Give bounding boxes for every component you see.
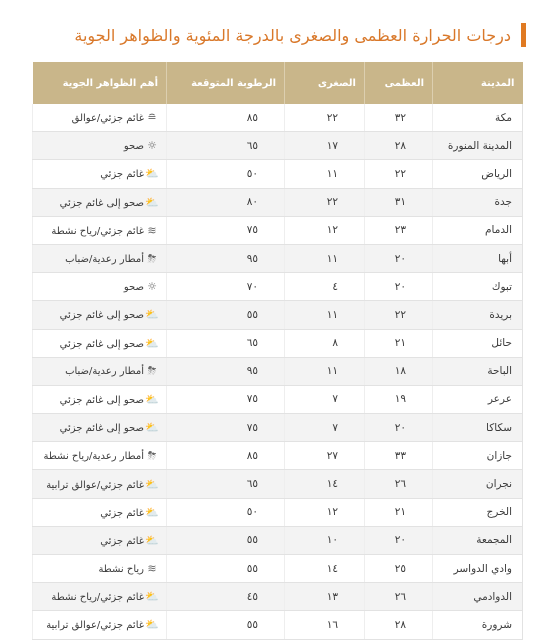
condition-cell	[33, 583, 167, 611]
table-row	[33, 329, 523, 357]
table-row	[33, 273, 523, 301]
city-cell: الدوادمي	[433, 583, 523, 611]
condition-cell	[33, 329, 167, 357]
condition-text: صحو إلى غائم جزئي	[59, 423, 144, 435]
condition-text: صحو إلى غائم جزئي	[59, 197, 144, 209]
title-accent-bar	[521, 23, 526, 47]
max-temp-cell: ٢٣	[365, 216, 433, 244]
partly-cloudy-icon: ⛅	[145, 336, 159, 350]
min-temp-cell: ١٢	[285, 216, 365, 244]
city-cell: الباحة	[433, 357, 523, 385]
max-temp-cell: ٢٠	[365, 526, 433, 554]
max-temp-cell: ٢١	[365, 329, 433, 357]
condition-text: صحو إلى غائم جزئي	[59, 394, 144, 406]
humidity-cell: ٨٥	[167, 104, 285, 132]
min-temp-cell: ١١	[285, 160, 365, 188]
condition-text: غائم جزئي/عوالق ترابية	[46, 620, 144, 632]
city-cell: بريدة	[433, 301, 523, 329]
table-row	[33, 301, 523, 329]
partly-cloudy-icon: ⛅	[145, 167, 159, 181]
min-temp-cell: ١١	[285, 244, 365, 272]
max-temp-cell: ٣١	[365, 188, 433, 216]
humidity-cell: ٧٠	[167, 273, 285, 301]
table-row	[33, 385, 523, 413]
condition-text: غائم جزئي	[100, 169, 144, 181]
condition-text: غائم جزئي/رياح نشطة	[51, 225, 144, 237]
table-row	[33, 357, 523, 385]
table-row	[33, 470, 523, 498]
max-temp-cell: ٣٣	[365, 442, 433, 470]
table-row	[33, 160, 523, 188]
city-cell: أبها	[433, 244, 523, 272]
humidity-cell: ٤٥	[167, 583, 285, 611]
page-title: درجات الحرارة العظمى والصغرى بالدرجة المئوية والظواهر الجوية	[74, 25, 511, 45]
partly-cloudy-icon: ⛅	[145, 590, 159, 604]
table-row	[33, 583, 523, 611]
min-temp-cell: ١٦	[285, 611, 365, 639]
wind-icon: ≋	[147, 562, 157, 576]
partly-cloudy-icon: ⛅	[145, 392, 159, 406]
humidity-cell: ٩٥	[167, 357, 285, 385]
condition-text: صحو إلى غائم جزئي	[59, 338, 144, 350]
condition-cell	[33, 273, 167, 301]
max-temp-cell: ٢٦	[365, 470, 433, 498]
city-cell: الرياض	[433, 160, 523, 188]
haze-icon: ≘	[147, 111, 157, 125]
city-cell: الدمام	[433, 216, 523, 244]
condition-text: غائم جزئي/عوالق ترابية	[46, 479, 144, 491]
humidity-cell: ٧٥	[167, 216, 285, 244]
min-temp-cell: ١٠	[285, 526, 365, 554]
humidity-cell: ٥٥	[167, 301, 285, 329]
min-temp-cell: ٢٢	[285, 104, 365, 132]
humidity-cell: ٦٥	[167, 470, 285, 498]
sun-icon: ☼	[147, 280, 157, 294]
condition-cell	[33, 357, 167, 385]
max-temp-cell: ٣٢	[365, 104, 433, 132]
wind-icon: ≋	[147, 223, 157, 237]
title-row	[18, 22, 526, 48]
max-temp-cell: ٢٠	[365, 244, 433, 272]
max-temp-cell: ٢٦	[365, 583, 433, 611]
table-row	[33, 414, 523, 442]
humidity-cell: ٥٥	[167, 611, 285, 639]
header-min: الصغرى	[285, 62, 365, 104]
min-temp-cell: ٧	[285, 414, 365, 442]
condition-cell	[33, 470, 167, 498]
city-cell: عرعر	[433, 385, 523, 413]
weather-table	[32, 62, 523, 640]
min-temp-cell: ١٢	[285, 498, 365, 526]
table-row	[33, 526, 523, 554]
humidity-cell: ٧٥	[167, 414, 285, 442]
city-cell: المجمعة	[433, 526, 523, 554]
condition-cell	[33, 301, 167, 329]
thunder-rain-icon: ⛈	[147, 448, 157, 462]
condition-cell	[33, 188, 167, 216]
table-row	[33, 555, 523, 583]
city-cell: سكاكا	[433, 414, 523, 442]
condition-text: صحو	[123, 282, 144, 294]
condition-text: صحو إلى غائم جزئي	[59, 310, 144, 322]
condition-text: أمطار رعدية/رياح نشطة	[43, 450, 144, 462]
partly-cloudy-icon: ⛅	[145, 533, 159, 547]
city-cell: الخرج	[433, 498, 523, 526]
city-cell: شرورة	[433, 611, 523, 639]
min-temp-cell: ١٤	[285, 555, 365, 583]
condition-cell	[33, 526, 167, 554]
humidity-cell: ٨٠	[167, 188, 285, 216]
table-row	[33, 188, 523, 216]
condition-cell	[33, 498, 167, 526]
table-row	[33, 442, 523, 470]
humidity-cell: ٦٥	[167, 329, 285, 357]
partly-cloudy-icon: ⛅	[145, 195, 159, 209]
min-temp-cell: ٢٧	[285, 442, 365, 470]
condition-cell	[33, 104, 167, 132]
table-row	[33, 611, 523, 639]
city-cell: تبوك	[433, 273, 523, 301]
condition-cell	[33, 160, 167, 188]
header-humidity: الرطوبة المتوقعة	[167, 62, 285, 104]
min-temp-cell: ١١	[285, 357, 365, 385]
condition-text: غائم جزئي/رياح نشطة	[51, 592, 144, 604]
max-temp-cell: ٢٢	[365, 160, 433, 188]
humidity-cell: ٩٥	[167, 244, 285, 272]
condition-cell	[33, 244, 167, 272]
thunder-rain-icon: ⛈	[147, 251, 157, 265]
humidity-cell: ٥٥	[167, 555, 285, 583]
city-cell: جازان	[433, 442, 523, 470]
city-cell: مكة	[433, 104, 523, 132]
max-temp-cell: ١٨	[365, 357, 433, 385]
condition-text: أمطار رعدية/ضباب	[65, 366, 144, 378]
condition-text: صحو	[123, 141, 144, 153]
header-condition: أهم الظواهر الجوية	[33, 62, 167, 104]
condition-cell	[33, 555, 167, 583]
min-temp-cell: ٨	[285, 329, 365, 357]
table-header-row	[33, 62, 523, 104]
max-temp-cell: ٢٨	[365, 132, 433, 160]
condition-text: أمطار رعدية/ضباب	[65, 253, 144, 265]
humidity-cell: ٥٠	[167, 498, 285, 526]
condition-cell	[33, 132, 167, 160]
partly-cloudy-icon: ⛅	[145, 618, 159, 632]
table-row	[33, 216, 523, 244]
condition-text: غائم جزئي/عوالق	[71, 113, 144, 125]
min-temp-cell: ١١	[285, 301, 365, 329]
table-body	[33, 104, 523, 639]
condition-cell	[33, 216, 167, 244]
humidity-cell: ٨٥	[167, 442, 285, 470]
max-temp-cell: ١٩	[365, 385, 433, 413]
humidity-cell: ٦٥	[167, 132, 285, 160]
max-temp-cell: ٢٠	[365, 414, 433, 442]
condition-text: رياح نشطة	[98, 564, 144, 576]
table-row	[33, 132, 523, 160]
header-max: العظمى	[365, 62, 433, 104]
max-temp-cell: ٢٨	[365, 611, 433, 639]
city-cell: نجران	[433, 470, 523, 498]
min-temp-cell: ٢٢	[285, 188, 365, 216]
condition-cell	[33, 611, 167, 639]
max-temp-cell: ٢١	[365, 498, 433, 526]
condition-text: غائم جزئي	[100, 535, 144, 547]
table-row	[33, 104, 523, 132]
humidity-cell: ٥٠	[167, 160, 285, 188]
min-temp-cell: ٤	[285, 273, 365, 301]
min-temp-cell: ١٤	[285, 470, 365, 498]
partly-cloudy-icon: ⛅	[145, 477, 159, 491]
partly-cloudy-icon: ⛅	[145, 308, 159, 322]
condition-text: غائم جزئي	[100, 507, 144, 519]
city-cell: المدينة المنورة	[433, 132, 523, 160]
min-temp-cell: ١٧	[285, 132, 365, 160]
table-row	[33, 244, 523, 272]
max-temp-cell: ٢٢	[365, 301, 433, 329]
max-temp-cell: ٢٠	[365, 273, 433, 301]
max-temp-cell: ٢٥	[365, 555, 433, 583]
table-row	[33, 498, 523, 526]
partly-cloudy-icon: ⛅	[145, 505, 159, 519]
humidity-cell: ٧٥	[167, 385, 285, 413]
partly-cloudy-icon: ⛅	[145, 421, 159, 435]
min-temp-cell: ١٣	[285, 583, 365, 611]
city-cell: جدة	[433, 188, 523, 216]
condition-cell	[33, 385, 167, 413]
sun-icon: ☼	[147, 139, 157, 153]
thunder-rain-icon: ⛈	[147, 364, 157, 378]
city-cell: حائل	[433, 329, 523, 357]
min-temp-cell: ٧	[285, 385, 365, 413]
city-cell: وادي الدواسر	[433, 555, 523, 583]
humidity-cell: ٥٥	[167, 526, 285, 554]
condition-cell	[33, 442, 167, 470]
condition-cell	[33, 414, 167, 442]
header-city: المدينة	[433, 62, 523, 104]
